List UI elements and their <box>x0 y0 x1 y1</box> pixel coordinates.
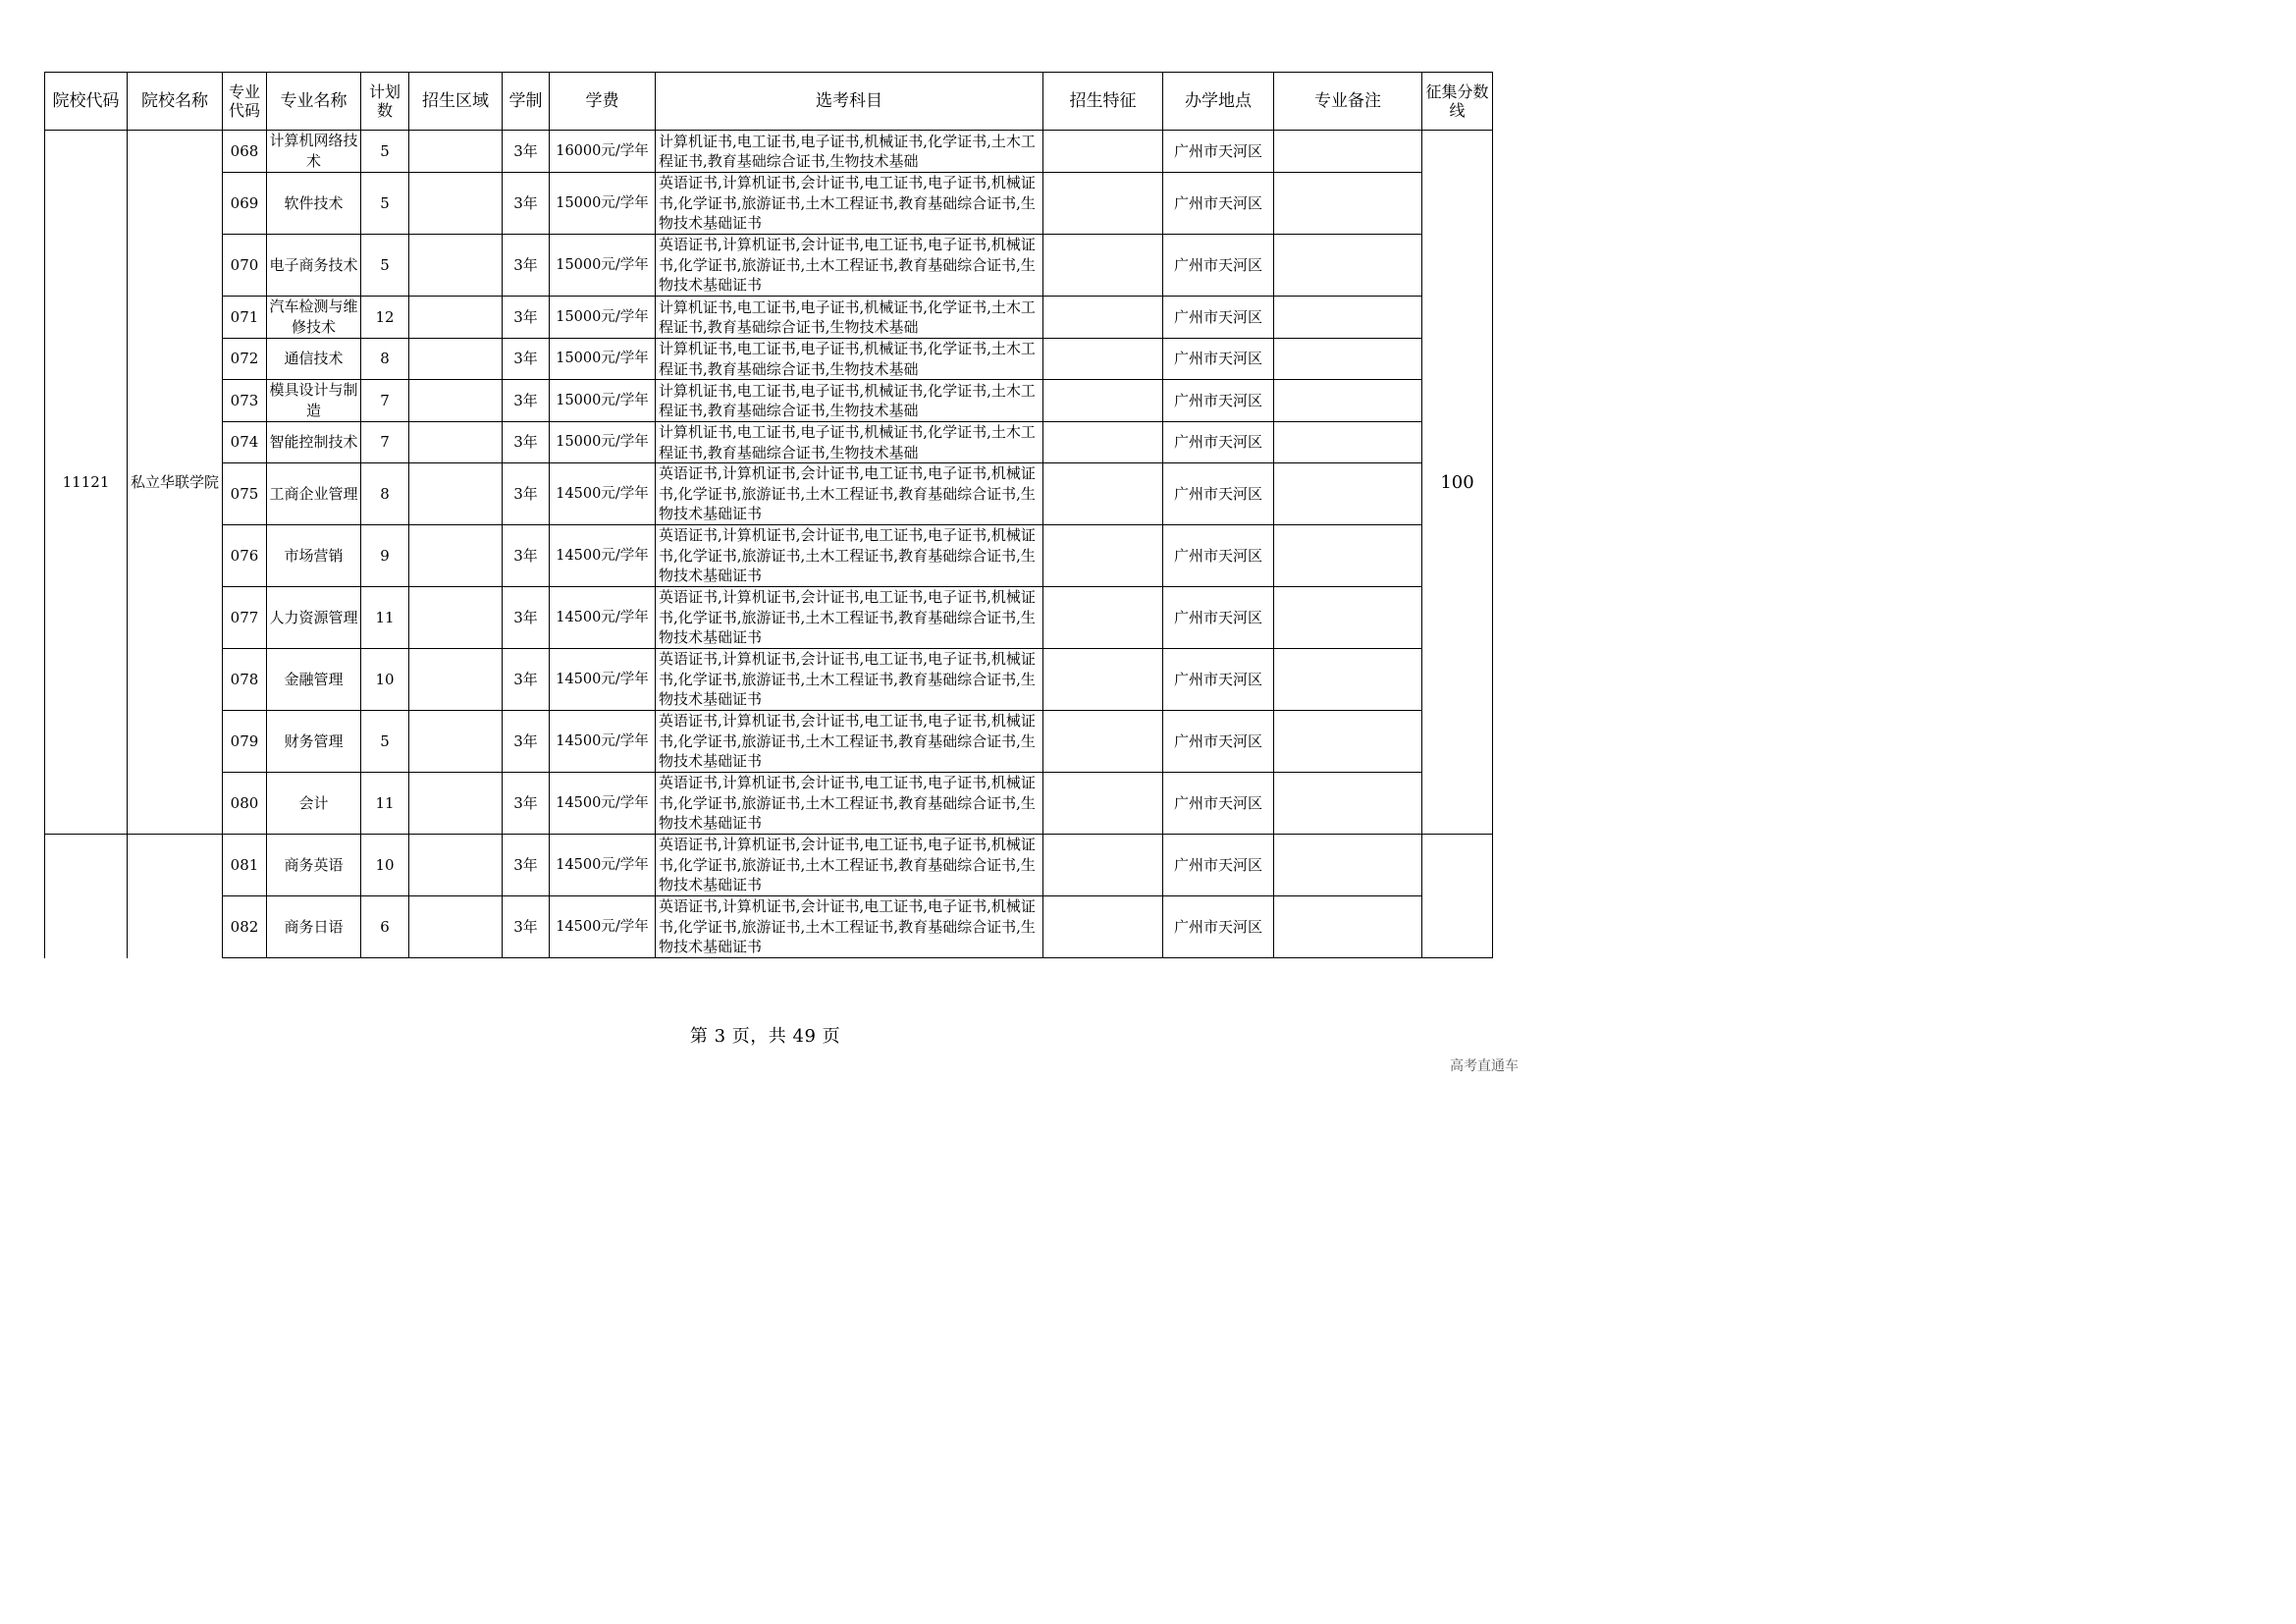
remarks-cell <box>1274 131 1422 173</box>
plan-cell: 11 <box>361 773 409 835</box>
duration-cell: 3年 <box>503 835 550 896</box>
duration-cell: 3年 <box>503 587 550 649</box>
location-cell: 广州市天河区 <box>1163 422 1274 463</box>
duration-cell: 3年 <box>503 525 550 587</box>
tuition-cell: 14500元/学年 <box>550 773 656 835</box>
header-school-code: 院校代码 <box>45 73 128 131</box>
tuition-cell: 14500元/学年 <box>550 835 656 896</box>
table-row <box>45 463 1493 525</box>
tuition-cell: 15000元/学年 <box>550 380 656 422</box>
plan-cell: 10 <box>361 835 409 896</box>
tuition-cell: 15000元/学年 <box>550 422 656 463</box>
subjects-cell: 英语证书,计算机证书,会计证书,电工证书,电子证书,机械证书,化学证书,旅游证书,土木工程证书,教育基础综合证书,生物技术基础证书 <box>656 835 1043 896</box>
major-name-cell: 模具设计与制造 <box>267 380 361 422</box>
features-cell <box>1043 835 1163 896</box>
features-cell <box>1043 131 1163 173</box>
location-cell: 广州市天河区 <box>1163 649 1274 711</box>
header-location: 办学地点 <box>1163 73 1274 131</box>
major-name-cell: 汽车检测与维修技术 <box>267 297 361 339</box>
remarks-cell <box>1274 896 1422 958</box>
features-cell <box>1043 339 1163 380</box>
duration-cell: 3年 <box>503 380 550 422</box>
major-code-cell: 068 <box>223 131 267 173</box>
major-code-cell: 075 <box>223 463 267 525</box>
plan-cell: 5 <box>361 173 409 235</box>
plan-cell: 7 <box>361 380 409 422</box>
region-cell <box>409 525 503 587</box>
header-school-name: 院校名称 <box>128 73 223 131</box>
features-cell <box>1043 380 1163 422</box>
subjects-cell: 英语证书,计算机证书,会计证书,电工证书,电子证书,机械证书,化学证书,旅游证书,土木工程证书,教育基础综合证书,生物技术基础证书 <box>656 235 1043 297</box>
table-row <box>45 380 1493 422</box>
cutoff-cell-empty <box>1422 835 1493 958</box>
subjects-cell: 计算机证书,电工证书,电子证书,机械证书,化学证书,土木工程证书,教育基础综合证书,生物技术基础 <box>656 380 1043 422</box>
tuition-cell: 14500元/学年 <box>550 711 656 773</box>
duration-cell: 3年 <box>503 297 550 339</box>
major-name-cell: 人力资源管理 <box>267 587 361 649</box>
features-cell <box>1043 463 1163 525</box>
duration-cell: 3年 <box>503 131 550 173</box>
tuition-cell: 14500元/学年 <box>550 649 656 711</box>
subjects-cell: 英语证书,计算机证书,会计证书,电工证书,电子证书,机械证书,化学证书,旅游证书,土木工程证书,教育基础综合证书,生物技术基础证书 <box>656 173 1043 235</box>
plan-cell: 9 <box>361 525 409 587</box>
remarks-cell <box>1274 835 1422 896</box>
location-cell: 广州市天河区 <box>1163 525 1274 587</box>
subjects-cell: 计算机证书,电工证书,电子证书,机械证书,化学证书,土木工程证书,教育基础综合证书,生物技术基础 <box>656 131 1043 173</box>
major-name-cell: 会计 <box>267 773 361 835</box>
school-name-cell-empty <box>128 835 223 958</box>
tuition-cell: 16000元/学年 <box>550 131 656 173</box>
region-cell <box>409 835 503 896</box>
major-name-cell: 软件技术 <box>267 173 361 235</box>
remarks-cell <box>1274 380 1422 422</box>
table-row <box>45 131 1493 173</box>
major-name-cell: 商务英语 <box>267 835 361 896</box>
remarks-cell <box>1274 525 1422 587</box>
plan-cell: 10 <box>361 649 409 711</box>
table-row <box>45 773 1493 835</box>
plan-cell: 12 <box>361 297 409 339</box>
table-row <box>45 297 1493 339</box>
table-row <box>45 422 1493 463</box>
features-cell <box>1043 173 1163 235</box>
subjects-cell: 英语证书,计算机证书,会计证书,电工证书,电子证书,机械证书,化学证书,旅游证书,土木工程证书,教育基础综合证书,生物技术基础证书 <box>656 649 1043 711</box>
features-cell <box>1043 297 1163 339</box>
subjects-cell: 英语证书,计算机证书,会计证书,电工证书,电子证书,机械证书,化学证书,旅游证书,土木工程证书,教育基础综合证书,生物技术基础证书 <box>656 587 1043 649</box>
plan-cell: 5 <box>361 131 409 173</box>
features-cell <box>1043 235 1163 297</box>
duration-cell: 3年 <box>503 339 550 380</box>
duration-cell: 3年 <box>503 463 550 525</box>
major-code-cell: 073 <box>223 380 267 422</box>
remarks-cell <box>1274 773 1422 835</box>
tuition-cell: 14500元/学年 <box>550 587 656 649</box>
table-row <box>45 711 1493 773</box>
subjects-cell: 计算机证书,电工证书,电子证书,机械证书,化学证书,土木工程证书,教育基础综合证书,生物技术基础 <box>656 297 1043 339</box>
plan-cell: 6 <box>361 896 409 958</box>
subjects-cell: 英语证书,计算机证书,会计证书,电工证书,电子证书,机械证书,化学证书,旅游证书,土木工程证书,教育基础综合证书,生物技术基础证书 <box>656 896 1043 958</box>
location-cell: 广州市天河区 <box>1163 131 1274 173</box>
tuition-cell: 14500元/学年 <box>550 896 656 958</box>
header-row <box>45 73 1493 131</box>
location-cell: 广州市天河区 <box>1163 235 1274 297</box>
remarks-cell <box>1274 587 1422 649</box>
region-cell <box>409 235 503 297</box>
plan-cell: 8 <box>361 339 409 380</box>
major-name-cell: 计算机网络技术 <box>267 131 361 173</box>
major-name-cell: 智能控制技术 <box>267 422 361 463</box>
table-row <box>45 896 1493 958</box>
header-major-code: 专业代码 <box>223 73 267 131</box>
major-code-cell: 079 <box>223 711 267 773</box>
table-row <box>45 173 1493 235</box>
tuition-cell: 15000元/学年 <box>550 297 656 339</box>
region-cell <box>409 173 503 235</box>
tuition-cell: 15000元/学年 <box>550 173 656 235</box>
tuition-cell: 15000元/学年 <box>550 339 656 380</box>
remarks-cell <box>1274 463 1422 525</box>
location-cell: 广州市天河区 <box>1163 587 1274 649</box>
major-name-cell: 工商企业管理 <box>267 463 361 525</box>
remarks-cell <box>1274 235 1422 297</box>
region-cell <box>409 131 503 173</box>
region-cell <box>409 297 503 339</box>
page-footer: 第 3 页，共 49 页 <box>689 1026 841 1047</box>
table-row <box>45 649 1493 711</box>
region-cell <box>409 711 503 773</box>
subjects-cell: 英语证书,计算机证书,会计证书,电工证书,电子证书,机械证书,化学证书,旅游证书,土木工程证书,教育基础综合证书,生物技术基础证书 <box>656 463 1043 525</box>
location-cell: 广州市天河区 <box>1163 835 1274 896</box>
header-duration: 学制 <box>503 73 550 131</box>
subjects-cell: 计算机证书,电工证书,电子证书,机械证书,化学证书,土木工程证书,教育基础综合证书,生物技术基础 <box>656 339 1043 380</box>
major-name-cell: 财务管理 <box>267 711 361 773</box>
major-code-cell: 071 <box>223 297 267 339</box>
major-name-cell: 市场营销 <box>267 525 361 587</box>
header-cutoff: 征集分数线 <box>1422 73 1493 131</box>
region-cell <box>409 380 503 422</box>
plan-cell: 5 <box>361 235 409 297</box>
major-code-cell: 074 <box>223 422 267 463</box>
duration-cell: 3年 <box>503 235 550 297</box>
region-cell <box>409 649 503 711</box>
header-plan: 计划数 <box>361 73 409 131</box>
features-cell <box>1043 711 1163 773</box>
header-region: 招生区域 <box>409 73 503 131</box>
features-cell <box>1043 649 1163 711</box>
subjects-cell: 英语证书,计算机证书,会计证书,电工证书,电子证书,机械证书,化学证书,旅游证书,土木工程证书,教育基础综合证书,生物技术基础证书 <box>656 711 1043 773</box>
location-cell: 广州市天河区 <box>1163 711 1274 773</box>
region-cell <box>409 587 503 649</box>
major-code-cell: 072 <box>223 339 267 380</box>
school-code-cell-empty <box>45 835 128 958</box>
cutoff-cell: 100 <box>1422 131 1493 835</box>
location-cell: 广州市天河区 <box>1163 173 1274 235</box>
tuition-cell: 14500元/学年 <box>550 525 656 587</box>
region-cell <box>409 896 503 958</box>
remarks-cell <box>1274 297 1422 339</box>
header-remarks: 专业备注 <box>1274 73 1422 131</box>
table-row <box>45 835 1493 896</box>
location-cell: 广州市天河区 <box>1163 773 1274 835</box>
features-cell <box>1043 896 1163 958</box>
major-code-cell: 082 <box>223 896 267 958</box>
header-major-name: 专业名称 <box>267 73 361 131</box>
region-cell <box>409 422 503 463</box>
table-row <box>45 525 1493 587</box>
remarks-cell <box>1274 422 1422 463</box>
major-code-cell: 069 <box>223 173 267 235</box>
duration-cell: 3年 <box>503 649 550 711</box>
subjects-cell: 英语证书,计算机证书,会计证书,电工证书,电子证书,机械证书,化学证书,旅游证书,土木工程证书,教育基础综合证书,生物技术基础证书 <box>656 773 1043 835</box>
remarks-cell <box>1274 711 1422 773</box>
remarks-cell <box>1274 173 1422 235</box>
plan-cell: 5 <box>361 711 409 773</box>
header-subjects: 选考科目 <box>656 73 1043 131</box>
admissions-table <box>44 72 1493 958</box>
duration-cell: 3年 <box>503 773 550 835</box>
table-row <box>45 339 1493 380</box>
plan-cell: 11 <box>361 587 409 649</box>
duration-cell: 3年 <box>503 173 550 235</box>
duration-cell: 3年 <box>503 422 550 463</box>
location-cell: 广州市天河区 <box>1163 339 1274 380</box>
major-name-cell: 电子商务技术 <box>267 235 361 297</box>
major-code-cell: 070 <box>223 235 267 297</box>
remarks-cell <box>1274 339 1422 380</box>
duration-cell: 3年 <box>503 896 550 958</box>
location-cell: 广州市天河区 <box>1163 380 1274 422</box>
region-cell <box>409 463 503 525</box>
major-code-cell: 077 <box>223 587 267 649</box>
table-row <box>45 587 1493 649</box>
header-features: 招生特征 <box>1043 73 1163 131</box>
header-tuition: 学费 <box>550 73 656 131</box>
duration-cell: 3年 <box>503 711 550 773</box>
features-cell <box>1043 422 1163 463</box>
major-code-cell: 080 <box>223 773 267 835</box>
major-code-cell: 078 <box>223 649 267 711</box>
tuition-cell: 14500元/学年 <box>550 463 656 525</box>
tuition-cell: 15000元/学年 <box>550 235 656 297</box>
table-row <box>45 235 1493 297</box>
features-cell <box>1043 525 1163 587</box>
major-code-cell: 076 <box>223 525 267 587</box>
remarks-cell <box>1274 649 1422 711</box>
features-cell <box>1043 587 1163 649</box>
plan-cell: 8 <box>361 463 409 525</box>
major-name-cell: 商务日语 <box>267 896 361 958</box>
major-name-cell: 金融管理 <box>267 649 361 711</box>
watermark: 高考直通车 <box>1450 1058 1519 1074</box>
subjects-cell: 计算机证书,电工证书,电子证书,机械证书,化学证书,土木工程证书,教育基础综合证书,生物技术基础 <box>656 422 1043 463</box>
location-cell: 广州市天河区 <box>1163 896 1274 958</box>
location-cell: 广州市天河区 <box>1163 463 1274 525</box>
region-cell <box>409 339 503 380</box>
major-code-cell: 081 <box>223 835 267 896</box>
plan-cell: 7 <box>361 422 409 463</box>
features-cell <box>1043 773 1163 835</box>
major-name-cell: 通信技术 <box>267 339 361 380</box>
school-code-cell: 11121 <box>45 131 128 835</box>
region-cell <box>409 773 503 835</box>
subjects-cell: 英语证书,计算机证书,会计证书,电工证书,电子证书,机械证书,化学证书,旅游证书,土木工程证书,教育基础综合证书,生物技术基础证书 <box>656 525 1043 587</box>
school-name-cell: 私立华联学院 <box>128 131 223 835</box>
location-cell: 广州市天河区 <box>1163 297 1274 339</box>
